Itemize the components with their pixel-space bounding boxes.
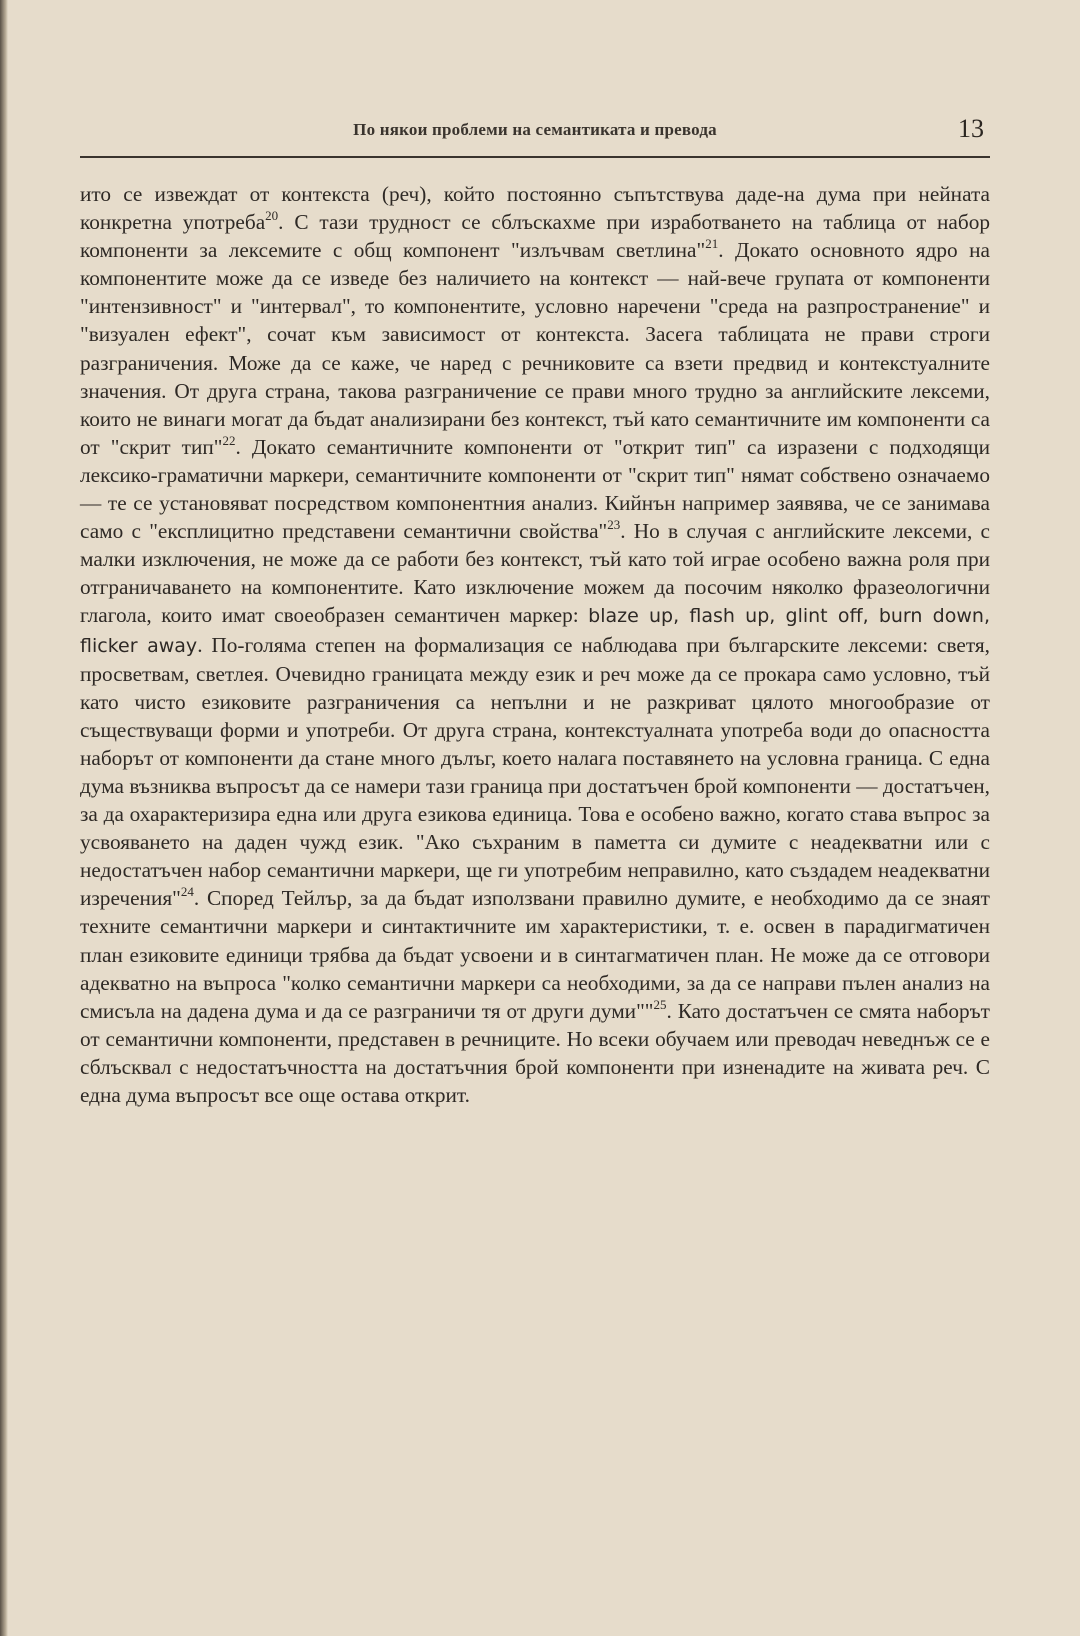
text-run: . Според Тейлър, за да бъдат използвани правилно думите, е необходимо да се знаят техните семантични маркери и синтактичните им характеристики, т. е. освен в парадигматичен план езиковите единици трябва да бъдат усвоени и в синтагматичен план. Не може да се отговори адекватно на въпроса "колко семантични маркери са необходими, за да се направи пълен анализ на смисъла на дадена дума и да се разграничи тя от други думи"" [80,886,990,1023]
paragraph [80,180,990,1109]
book-binding-shadow [0,0,8,1636]
english-phrasal-verbs: blaze up, flash up, glint off, burn down, flicker away [80,605,990,657]
body-text [80,180,990,1109]
footnote-ref-20: 20 [265,208,279,224]
text-run: . Докато семантичните компоненти от "открит тип" са изразени с подходящи лексико-граматични маркери, семантичните компоненти от "скрит тип" нямат собствено означаемо — те се установяват посредством компонентния анализ. Кийнън например заявява, че се занимава само с "експлицитно представени семантични свойства" [80,434,990,544]
footnote-ref-21: 21 [705,236,719,252]
footnote-ref-22: 22 [222,432,236,448]
text-run: ито се извеждат от контекста (реч), който постоянно съпътствува даде-на дума при нейната конкретна употреба [80,182,990,235]
text-run: . Но в случая с английските лексеми, с малки изключения, не може да се работи без контекст, тъй като той играе особено важна роля при отграничаването на компонентите. Като изключение можем да посочим няколко фразеологични глагола, които имат своеобразен семантичен маркер: [80,519,990,628]
footnote-ref-25: 25 [653,996,667,1012]
page-number: 13 [958,114,984,143]
footnote-ref-24: 24 [180,884,194,900]
book-page [80,110,990,1109]
text-run: . Като достатъчен се смята наборът от семантични компоненти, представен в речниците. Но всеки обучаем или преводач неведнъж се е сблъсквал с недостатъчността на достатъчния брой компоненти при изненадите на живата реч. С една дума въпросът все още остава открит. [80,998,990,1107]
text-run: . По-голяма степен на формализация се наблюдава при българските лексеми: светя, просветвам, светлея. Очевидно границата между език и реч може да се прокара само условно, тъй като чисто езиковите разграничения са непълни и не разкриват цялото многообразие от съществуващи форми и употреби. От друга страна, контекстуалната употреба води до опасността наборът от компоненти да стане много дълъг, което налага поставянето на условна граница. С една дума възниква въпросът да се намери тази граница при достатъчен брой компоненти — достатъчен, за да охарактеризира една или друга езикова единица. Това е особено важно, когато става въпрос за усвояването на даден чужд език. "Ако съхраним в паметта си думите с неадекватни или с недостатъчен набор семантични маркери, ще ги употребим неправилно, като създадем неадекватни изречения" [80,632,990,911]
footnote-ref-23: 23 [607,517,621,533]
text-run: . Докато основното ядро на компонентите може да се изведе без наличието на контекст — най-вече групата от компоненти "интензивност" и "интервал", то компонентите, условно наречени "среда на разпространение" и "визуален ефект", сочат към зависимост от контекста. Засега таблицата не прави строги разграничения. Може да се каже, че наред с речниковите са взети предвид и контекстуалните значения. От друга страна, такова разграничение се прави много трудно за английските лексеми, които не винаги могат да бъдат анализирани без контекст, тъй като семантичните им компоненти са от "скрит тип" [80,238,990,459]
running-head: По някои проблеми на семантиката и превода [353,120,717,139]
page-header [80,110,990,158]
text-run: . С тази трудност се сблъскахме при изработването на таблица от набор компоненти за лексемите с общ компонент "излъчвам светлина" [80,210,991,263]
